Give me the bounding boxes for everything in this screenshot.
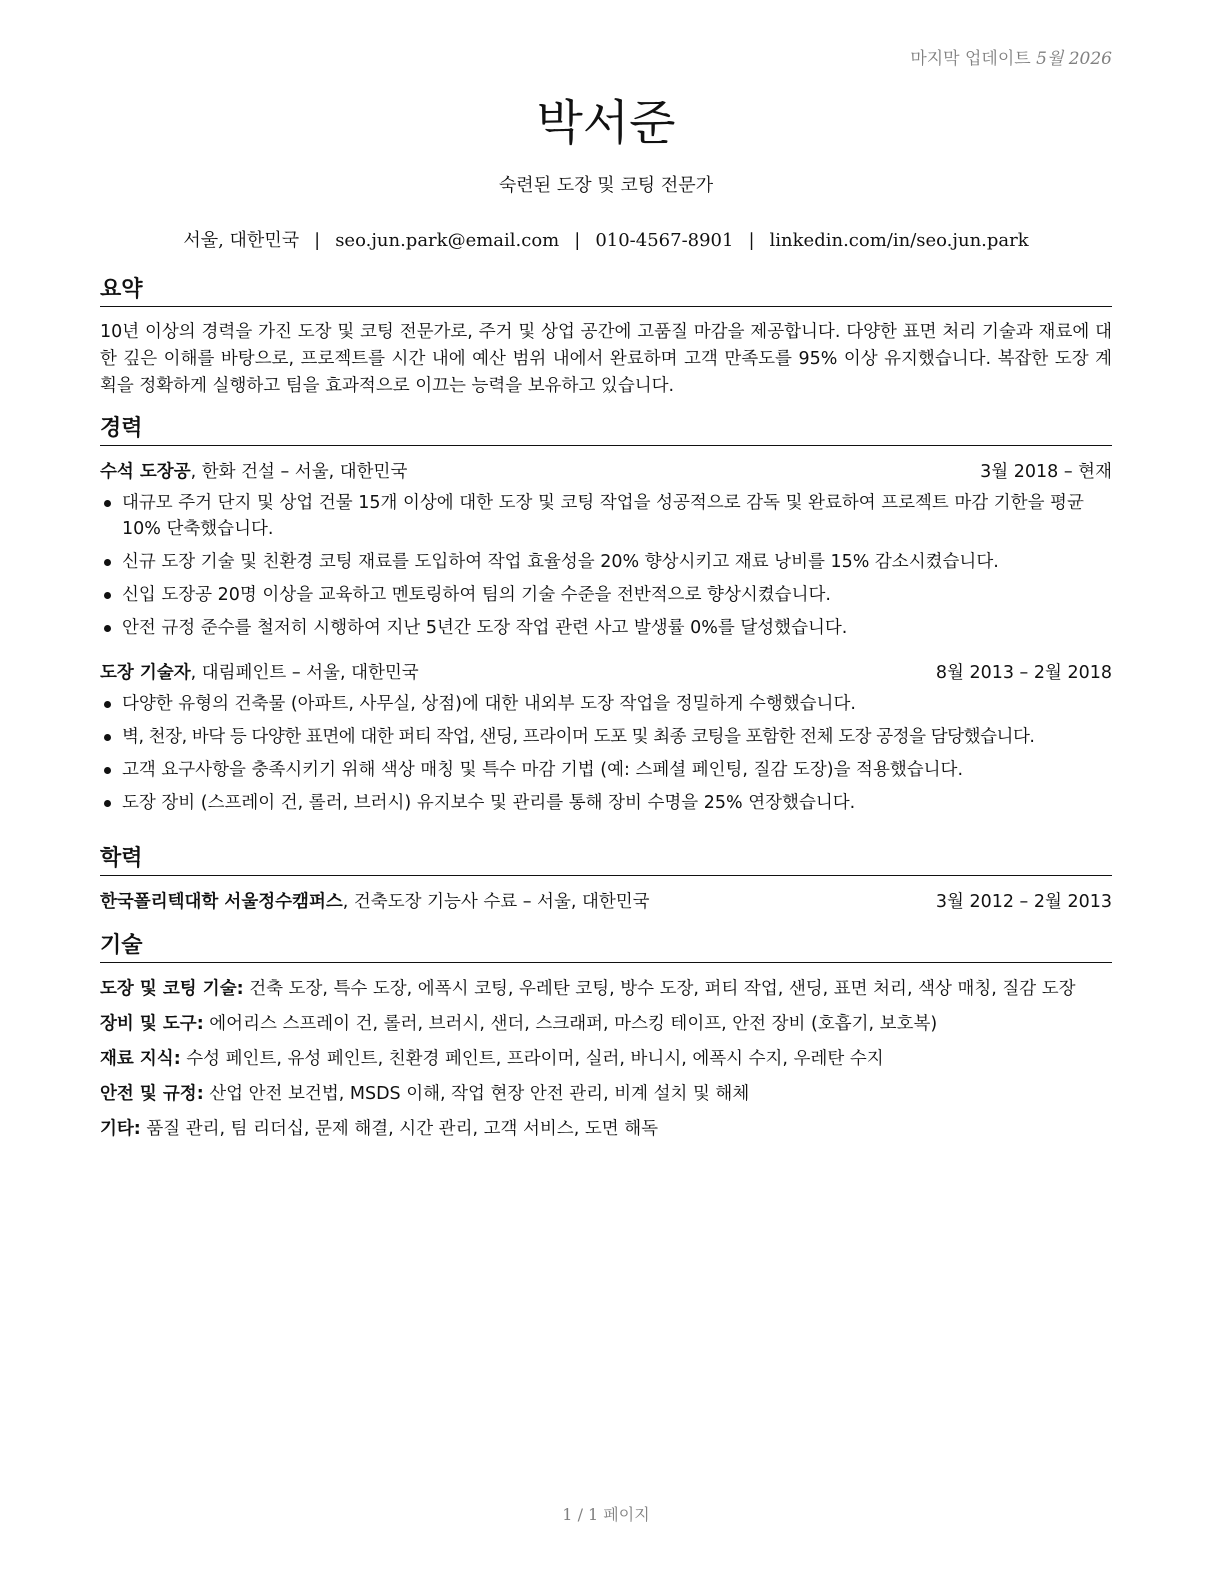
bullet-item: 신규 도장 기술 및 친환경 코팅 재료를 도입하여 작업 효율성을 20% 향상시키고 재료 낭비를 15% 감소시켰습니다. xyxy=(100,549,1112,575)
summary-heading: 요약 xyxy=(100,276,1112,307)
job-role: 수석 도장공 xyxy=(100,462,191,482)
bullet-item: 도장 장비 (스프레이 건, 롤러, 브러시) 유지보수 및 관리를 통해 장비 수명을 25% 연장했습니다. xyxy=(100,790,1112,816)
job-entry xyxy=(100,459,1112,641)
bullet-item: 신입 도장공 20명 이상을 교육하고 멘토링하여 팀의 기술 수준을 전반적으로 향상시켰습니다. xyxy=(100,582,1112,608)
bullet-item: 고객 요구사항을 충족시키기 위해 색상 매칭 및 특수 마감 기법 (예: 스페셜 페인팅, 질감 도장)을 적용했습니다. xyxy=(100,757,1112,783)
last-updated xyxy=(910,44,1112,69)
skill-value: 품질 관리, 팀 리더십, 문제 해결, 시간 관리, 고객 서비스, 도면 해독 xyxy=(140,1119,659,1139)
job-company: , 대림페인트 – 서울, 대한민국 xyxy=(190,663,419,683)
education-school: 한국폴리텍대학 서울정수캠퍼스 xyxy=(100,892,343,912)
experience-section xyxy=(100,415,1112,823)
skill-label: 기타: xyxy=(100,1119,141,1139)
skills-heading: 기술 xyxy=(100,932,1112,963)
job-company: , 한화 건설 – 서울, 대한민국 xyxy=(190,462,408,482)
job-header xyxy=(100,660,1112,687)
job-dates: 8월 2013 – 2월 2018 xyxy=(935,663,1112,683)
education-heading: 학력 xyxy=(100,845,1112,876)
last-updated-label: 마지막 업데이트 xyxy=(910,49,1037,69)
candidate-tagline: 숙련된 도장 및 코팅 전문가 xyxy=(498,175,714,196)
skills-list xyxy=(100,976,1112,1142)
candidate-name: 박서준 xyxy=(536,95,676,151)
page-number: 1 / 1 페이지 xyxy=(562,1505,650,1524)
summary-text: 10년 이상의 경력을 가진 도장 및 코팅 전문가로, 주거 및 상업 공간에 고품질 마감을 제공합니다. 다양한 표면 처리 기술과 재료에 대한 깊은 이해를 바탕으로, 프로젝트를 시간 내에 예산 범위 내에서 완료하며 고객 만족도를 95% 이상 유지했습니다. 복잡한 도장 계획을 정확하게 실행하고 팀을 효과적으로 이끄는 능력을 보유하고 있습니다. xyxy=(100,322,1112,396)
experience-heading: 경력 xyxy=(100,415,1112,446)
job-header xyxy=(100,459,1112,486)
education-section xyxy=(100,845,1112,916)
skill-value: 수성 페인트, 유성 페인트, 친환경 페인트, 프라이머, 실러, 바니시, 에폭시 수지, 우레탄 수지 xyxy=(180,1049,884,1069)
skill-value: 에어리스 스프레이 건, 롤러, 브러시, 샌더, 스크래퍼, 마스킹 테이프, 안전 장비 (호흡기, 보호복) xyxy=(203,1014,938,1034)
bullet-item: 대규모 주거 단지 및 상업 건물 15개 이상에 대한 도장 및 코팅 작업을 성공적으로 감독 및 완료하여 프로젝트 마감 기한을 평균 10% 단축했습니다. xyxy=(100,490,1112,542)
skill-value: 산업 안전 보건법, MSDS 이해, 작업 현장 안전 관리, 비계 설치 및 해체 xyxy=(203,1084,750,1104)
bullet-item: 벽, 천장, 바닥 등 다양한 표면에 대한 퍼티 작업, 샌딩, 프라이머 도포 및 최종 코팅을 포함한 전체 도장 공정을 담당했습니다. xyxy=(100,724,1112,750)
education-detail: , 건축도장 기능사 수료 – 서울, 대한민국 xyxy=(342,892,650,912)
skill-item xyxy=(100,1011,1112,1037)
bullet-item: 다양한 유형의 건축물 (아파트, 사무실, 상점)에 대한 내외부 도장 작업을 정밀하게 수행했습니다. xyxy=(100,691,1112,717)
skill-label: 장비 및 도구: xyxy=(100,1014,204,1034)
skill-value: 건축 도장, 특수 도장, 에폭시 코팅, 우레탄 코팅, 방수 도장, 퍼티 작업, 샌딩, 표면 처리, 색상 매칭, 질감 도장 xyxy=(243,979,1076,999)
job-entry xyxy=(100,660,1112,816)
skill-label: 도장 및 코팅 기술: xyxy=(100,979,244,999)
education-entry xyxy=(100,889,1112,916)
contact-email[interactable]: seo.jun.park@email.com xyxy=(335,230,560,251)
contact-linkedin[interactable]: linkedin.com/in/seo.jun.park xyxy=(769,230,1029,251)
skill-item xyxy=(100,1046,1112,1072)
contact-separator: | xyxy=(574,230,581,251)
job-bullets xyxy=(100,691,1112,816)
skill-label: 재료 지식: xyxy=(100,1049,181,1069)
resume-page xyxy=(100,0,1112,1584)
skill-label: 안전 및 규정: xyxy=(100,1084,204,1104)
education-dates: 3월 2012 – 2월 2013 xyxy=(935,892,1112,912)
bullet-item: 안전 규정 준수를 철저히 시행하여 지난 5년간 도장 작업 관련 사고 발생률 0%를 달성했습니다. xyxy=(100,615,1112,641)
job-dates: 3월 2018 – 현재 xyxy=(980,462,1112,482)
skill-item xyxy=(100,1081,1112,1107)
skill-item xyxy=(100,976,1112,1002)
contact-phone[interactable]: 010-4567-8901 xyxy=(595,230,734,251)
summary-section xyxy=(100,276,1112,400)
contact-location: 서울, 대한민국 xyxy=(183,230,300,251)
skills-section xyxy=(100,932,1112,1151)
contact-line xyxy=(100,226,1112,252)
contact-separator: | xyxy=(314,230,321,251)
job-bullets xyxy=(100,490,1112,641)
skill-item xyxy=(100,1116,1112,1142)
job-role: 도장 기술자 xyxy=(100,663,191,683)
last-updated-date: 5월 2026 xyxy=(1036,49,1112,69)
contact-separator: | xyxy=(748,230,755,251)
